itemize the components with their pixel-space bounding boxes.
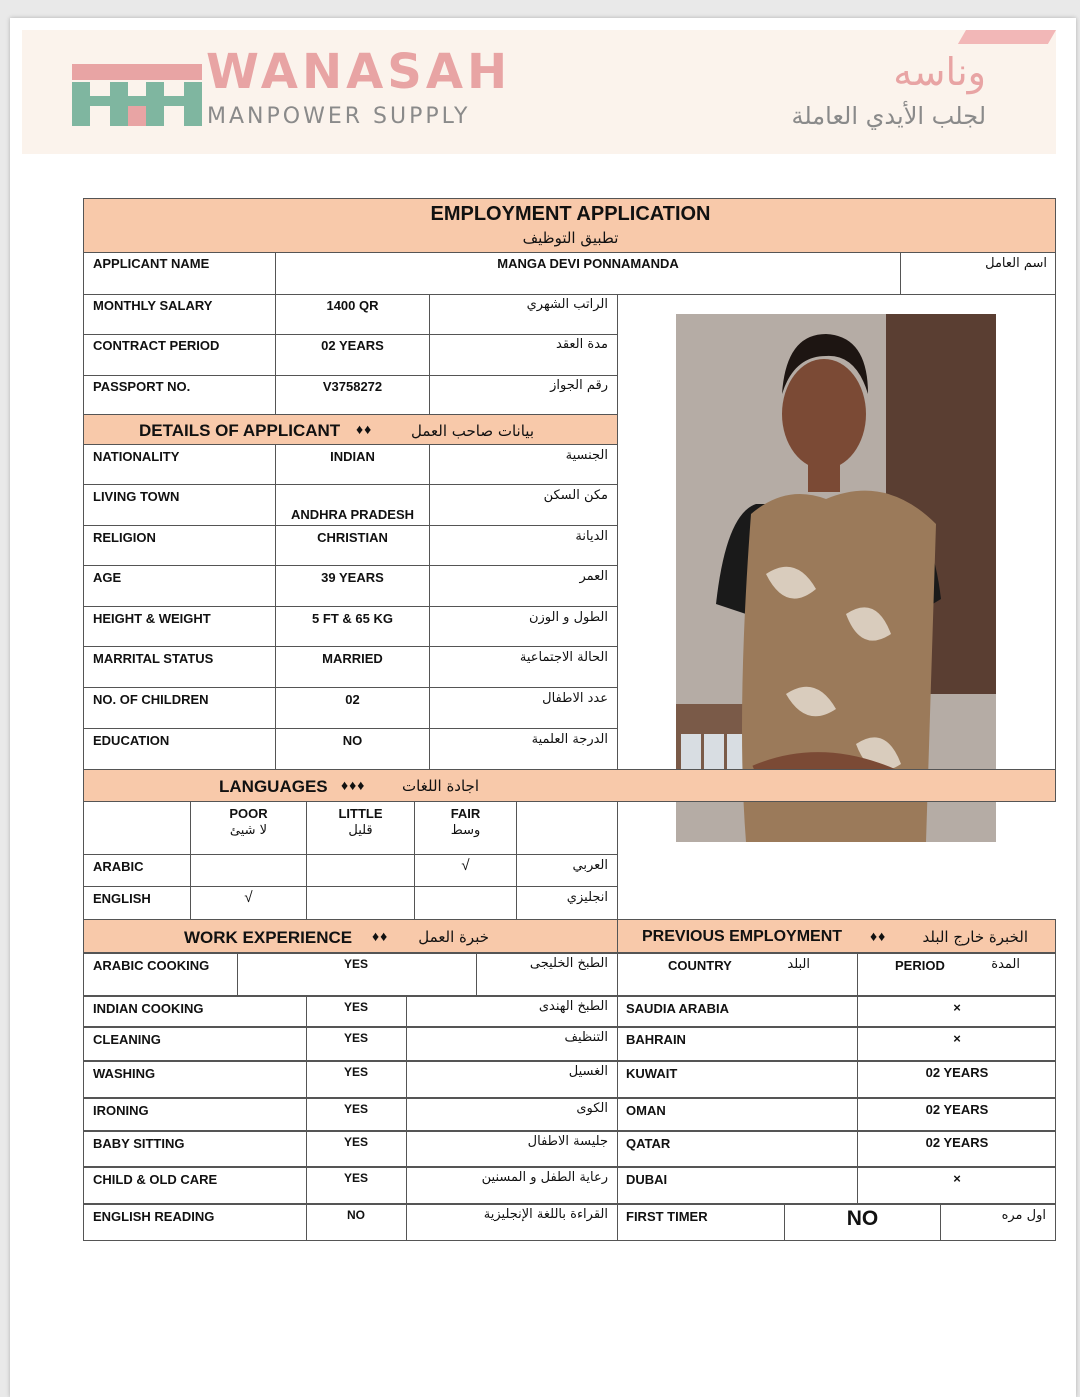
col-divider — [940, 1204, 941, 1241]
detail-value: MARRIED — [322, 651, 383, 666]
col-divider — [429, 525, 430, 565]
detail-value: CHRISTIAN — [317, 530, 388, 545]
country-label-arabic: البلد — [787, 957, 810, 972]
col-divider — [429, 334, 430, 375]
contract-label: PASSPORT NO. — [93, 379, 191, 394]
work-title: WORK EXPERIENCE — [184, 928, 353, 947]
contract-value: 1400 QR — [326, 298, 379, 313]
previous-header — [617, 919, 1056, 953]
period-label-arabic: المدة — [991, 957, 1020, 972]
col-divider — [406, 1098, 407, 1131]
work-label-arabic: جليسة الاطفال — [527, 1134, 608, 1149]
detail-value: NO — [342, 733, 363, 748]
work-value: NO — [347, 1208, 365, 1222]
work-label-arabic: التنظيف — [564, 1030, 608, 1045]
details-header — [83, 414, 618, 445]
language-label: ARABIC — [93, 859, 144, 874]
work-value: YES — [343, 1000, 368, 1014]
col-divider — [406, 1061, 407, 1098]
detail-label: EDUCATION — [93, 733, 170, 748]
country-label: COUNTRY — [668, 958, 732, 973]
detail-label-arabic: الدرجة العلمية — [531, 732, 608, 747]
contract-label-arabic: رقم الجواز — [550, 378, 608, 393]
col-divider — [429, 484, 430, 525]
page-title: EMPLOYMENT APPLICATION — [430, 203, 711, 225]
language-level: POOR — [229, 806, 268, 821]
row-divider — [83, 687, 618, 688]
period-label: PERIOD — [895, 958, 945, 973]
previous-country: OMAN — [626, 1103, 666, 1118]
work-label: WASHING — [93, 1066, 156, 1081]
language-label-arabic: انجليزي — [566, 890, 608, 905]
work-label-arabic: الكوى — [576, 1101, 608, 1116]
work-value: YES — [343, 1031, 368, 1045]
work-label-arabic: الغسيل — [568, 1064, 608, 1079]
col-divider — [429, 606, 430, 646]
row-divider — [83, 484, 618, 485]
work-value: YES — [343, 1135, 368, 1149]
work-label: BABY SITTING — [93, 1136, 185, 1151]
col-divider — [429, 444, 430, 484]
applicant-name-value: MANGA DEVI PONNAMANDA — [497, 256, 679, 271]
work-label-arabic: الطبخ الخليجى — [529, 956, 608, 971]
logo-arabic-name: وناسه — [893, 50, 986, 94]
row-divider — [83, 646, 618, 647]
work-diamonds: ♦♦ — [372, 928, 389, 944]
language-level-arabic: قليل — [348, 823, 373, 838]
detail-label: LIVING TOWN — [93, 489, 180, 504]
previous-country: QATAR — [626, 1136, 671, 1151]
detail-label: RELIGION — [93, 530, 156, 545]
previous-country: DUBAI — [626, 1172, 668, 1187]
language-level: FAIR — [450, 806, 481, 821]
work-label: CHILD & OLD CARE — [93, 1172, 218, 1187]
col-divider — [429, 728, 430, 770]
previous-country: SAUDIA ARABIA — [626, 1001, 730, 1016]
work-header — [83, 919, 618, 953]
previous-country: BAHRAIN — [626, 1032, 686, 1047]
detail-value: 02 — [345, 692, 360, 707]
detail-label-arabic: العمر — [579, 569, 608, 584]
col-divider — [429, 687, 430, 728]
detail-value: ANDHRA PRADESH — [290, 507, 415, 522]
col-divider — [429, 646, 430, 687]
contract-label-arabic: الراتب الشهري — [526, 297, 608, 312]
detail-label: MARRITAL STATUS — [93, 651, 214, 666]
applicant-name-label: APPLICANT NAME — [93, 256, 210, 271]
page-title-arabic: تطبيق التوظيف — [522, 229, 619, 247]
previous-period: × — [953, 1031, 961, 1046]
work-label: CLEANING — [93, 1032, 161, 1047]
languages-header — [83, 769, 1056, 802]
detail-label: NO. OF CHILDREN — [93, 692, 209, 707]
detail-label: NATIONALITY — [93, 449, 180, 464]
languages-title-arabic: اجادة اللغات — [402, 777, 479, 795]
previous-period: × — [953, 1171, 961, 1186]
row-divider — [83, 334, 618, 335]
logo-wordmark: WANASAH — [206, 44, 512, 100]
language-check: √ — [244, 889, 253, 906]
previous-title: PREVIOUS EMPLOYMENT — [642, 928, 843, 945]
col-divider — [429, 375, 430, 415]
work-label: ARABIC COOKING — [93, 958, 210, 973]
applicant-photo — [676, 314, 996, 842]
language-level-arabic: لا شيئ — [229, 823, 268, 838]
contract-value: V3758272 — [322, 379, 383, 394]
contract-value: 02 YEARS — [321, 338, 384, 353]
col-divider — [429, 565, 430, 606]
details-diamonds: ♦♦ — [356, 421, 373, 437]
col-divider — [406, 1167, 407, 1204]
banner-stripe — [958, 30, 1056, 44]
row-divider — [83, 565, 618, 566]
language-label-arabic: العربي — [572, 858, 608, 873]
language-level: LITTLE — [338, 806, 383, 821]
detail-label: HEIGHT & WEIGHT — [93, 611, 211, 626]
detail-label-arabic: عدد الاطفال — [542, 691, 608, 706]
logo-arabic-subtitle: لجلب الأيدي العاملة — [791, 102, 986, 130]
title-bar — [83, 198, 1056, 253]
contract-label-arabic: مدة العقد — [556, 337, 608, 352]
col-divider — [406, 1204, 407, 1241]
work-label-arabic: الطبخ الهندى — [538, 999, 608, 1014]
detail-label: AGE — [93, 570, 122, 585]
detail-label-arabic: مكن السكن — [543, 488, 608, 503]
work-label: ENGLISH READING — [93, 1209, 215, 1224]
detail-value: INDIAN — [330, 449, 375, 464]
previous-period: × — [953, 1000, 961, 1015]
language-label: ENGLISH — [93, 891, 151, 906]
work-label-arabic: القراءة باللغة الإنجليزية — [483, 1207, 608, 1222]
detail-value: 39 YEARS — [321, 570, 384, 585]
previous-diamonds: ♦♦ — [870, 928, 887, 944]
work-value: YES — [343, 1065, 368, 1079]
detail-label-arabic: الحالة الاجتماعية — [519, 650, 608, 665]
language-check: √ — [461, 857, 470, 874]
language-level-arabic: وسط — [450, 823, 481, 838]
col-divider — [406, 996, 407, 1027]
logo-subtitle: MANPOWER SUPPLY — [207, 104, 471, 129]
first-timer-value: NO — [846, 1207, 879, 1230]
detail-label-arabic: الطول و الوزن — [528, 610, 608, 625]
work-value: YES — [343, 1171, 368, 1185]
detail-value: 5 FT & 65 KG — [312, 611, 393, 626]
languages-title: LANGUAGES — [219, 777, 328, 796]
applicant-name-label-arabic: اسم العامل — [985, 256, 1047, 271]
detail-label-arabic: الديانة — [575, 529, 608, 544]
work-value: YES — [343, 957, 368, 971]
contract-label: CONTRACT PERIOD — [93, 338, 220, 353]
row-divider — [83, 728, 618, 729]
work-value: YES — [343, 1102, 368, 1116]
work-label: IRONING — [93, 1103, 149, 1118]
previous-period: 02 YEARS — [925, 1102, 989, 1117]
work-title-arabic: خبرة العمل — [418, 928, 489, 946]
col-divider — [429, 294, 430, 334]
detail-label-arabic: الجنسية — [565, 448, 608, 463]
first-timer-label: FIRST TIMER — [626, 1209, 708, 1224]
work-label: INDIAN COOKING — [93, 1001, 204, 1016]
row-divider — [83, 525, 618, 526]
languages-diamonds: ♦♦♦ — [341, 777, 366, 793]
details-title: DETAILS OF APPLICANT — [139, 421, 341, 440]
previous-period: 02 YEARS — [925, 1135, 989, 1150]
company-banner — [22, 30, 1056, 154]
details-title-arabic: بيانات صاحب العمل — [411, 422, 534, 440]
contract-label: MONTHLY SALARY — [93, 298, 213, 313]
row-divider — [83, 606, 618, 607]
col-divider — [406, 1027, 407, 1061]
previous-title-arabic: الخبرة خارج البلد — [922, 928, 1028, 946]
wanasah-logo-icon — [72, 64, 202, 128]
col-divider — [406, 1131, 407, 1167]
previous-country: KUWAIT — [626, 1066, 678, 1081]
previous-period: 02 YEARS — [925, 1065, 989, 1080]
work-label-arabic: رعاية الطفل و المسنين — [481, 1170, 608, 1185]
row-divider — [83, 375, 618, 376]
col-divider — [237, 953, 238, 996]
first-timer-label-arabic: اول مره — [1001, 1208, 1046, 1223]
